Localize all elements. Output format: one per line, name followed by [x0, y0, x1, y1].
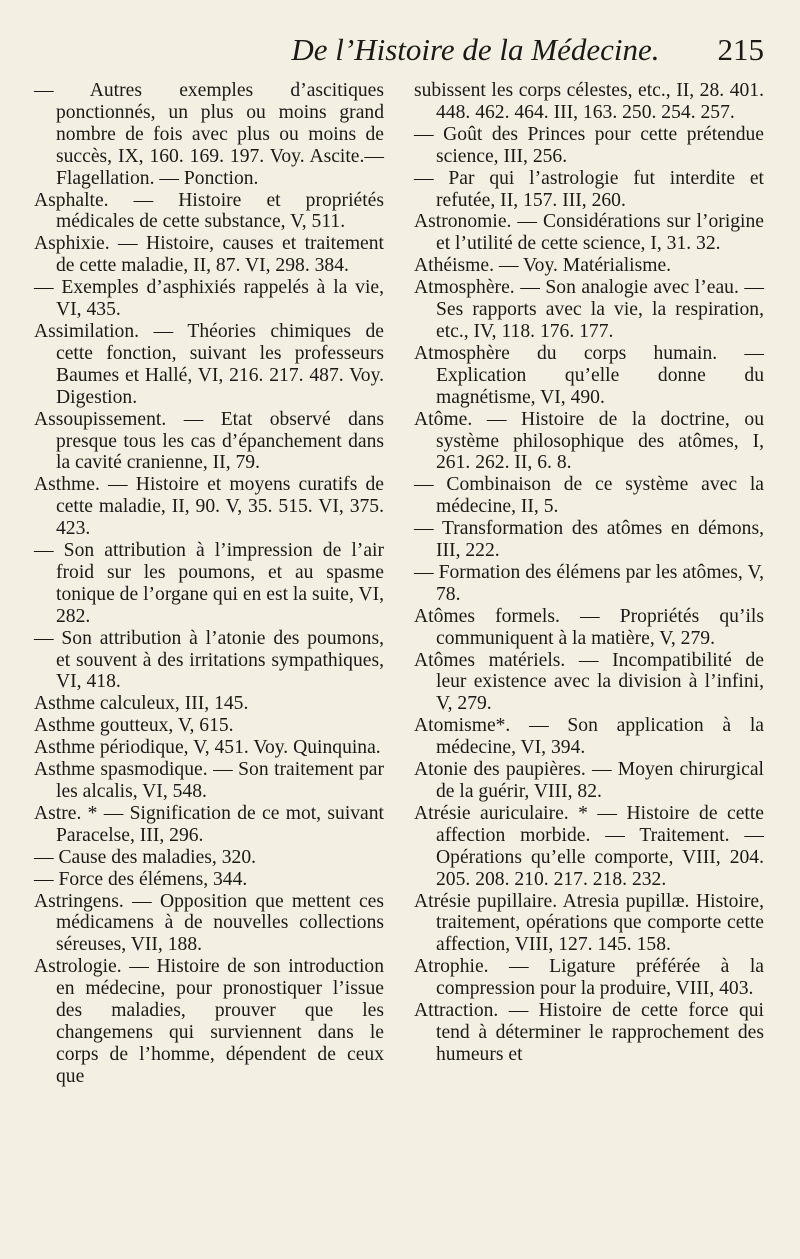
index-entry: — Force des élémens, 344. [34, 868, 248, 890]
index-entry: Asthme. — Histoire et moyens curatifs de cette maladie, II, 90. V, 35. 515. VI, 375. 423. [34, 474, 384, 540]
index-entry: Atmosphère du corps humain. — Explication qu’elle donne du magnétisme, VI, 490. [414, 342, 764, 408]
index-entry: — Formation des élémens par les atômes, V, 78. [414, 561, 764, 605]
index-entry: — Transformation des atômes en démons, III, 222. [414, 518, 764, 562]
index-entry: — Cause des maladies, 320. [34, 846, 257, 868]
index-entry: Atrophie. — Ligature préférée à la compression pour la produire, VIII, 403. [414, 956, 764, 1000]
index-entry: Asthme calculeux, III, 145. [34, 693, 249, 715]
page-number: 215 [717, 32, 764, 67]
index-columns [34, 80, 764, 1088]
index-entry: Astronomie. — Considérations sur l’origine et l’utilité de cette science, I, 31. 32. [414, 211, 764, 255]
index-entry: — Exemples d’asphixiés rappelés à la vie, VI, 435. [34, 277, 384, 321]
index-entry: Asphalte. — Histoire et propriétés médicales de cette substance, V, 511. [34, 189, 384, 233]
index-entry: Atonie des paupières. — Moyen chirurgical de la guérir, VIII, 82. [414, 759, 764, 802]
index-entry: Atomisme*. — Son application à la médecine, VI, 394. [414, 715, 764, 759]
index-entry: Asthme goutteux, V, 615. [34, 715, 234, 737]
index-entry: — Son attribution à l’impression de l’air froid sur les poumons, et au spasme tonique de l’organe qui en est la suite, VI, 282. [34, 540, 384, 627]
index-entry: Astre. * — Signification de ce mot, suivant Paracelse, III, 296. [34, 802, 384, 846]
index-entry: Asphixie. — Histoire, causes et traitement de cette maladie, II, 87. VI, 298. 384. [34, 233, 384, 277]
running-header [34, 32, 764, 72]
index-entry: Assimilation. — Théories chimiques de cette fonction, suivant les professeurs Baumes et Hallé, VI, 216. 217. 487. Voy. Digestion. [34, 320, 384, 408]
index-entry: Attraction. — Histoire de cette force qui tend à déterminer le rapprochement des humeurs et [414, 1000, 764, 1065]
index-entry: — Son attribution à l’atonie des poumons, et souvent à des irritations sympathiques, VI, 418. [34, 627, 384, 693]
index-entry: Atômes matériels. — Incompatibilité de leur existence avec la division à l’infini, V, 279. [414, 649, 764, 715]
index-entry: Asthme périodique, V, 451. Voy. Quinquina. [34, 737, 381, 759]
index-entry: Atômes formels. — Propriétés qu’ils communiquent à la matière, V, 279. [414, 605, 764, 649]
index-entry: — Par qui l’astrologie fut interdite et refutée, II, 157. III, 260. [414, 167, 764, 211]
index-entry: Asthme spasmodique. — Son traitement par les alcalis, VI, 548. [34, 759, 384, 802]
index-entry: — Combinaison de ce système avec la médecine, II, 5. [414, 474, 764, 518]
index-entry: Atmosphère. — Son analogie avec l’eau. — Ses rapports avec la vie, la respiration, etc., IV, 118. 176. 177. [414, 277, 764, 342]
index-entry: Astrologie. — Histoire de son introduction en médecine, pour pronostiquer l’issue des maladies, prouver que les changemens qui surviennent dans le corps de l’homme, dépendent de ceux que [34, 956, 384, 1087]
index-entry: — Goût des Princes pour cette prétendue science, III, 256. [414, 123, 764, 167]
page-title: De l’Histoire de la Médecine. [291, 32, 660, 67]
index-entry: Assoupissement. — Etat observé dans presque tous les cas d’épanchement dans la cavité cranienne, II, 79. [34, 408, 384, 474]
left-column [34, 80, 384, 1088]
index-entry: — Autres exemples d’ascitiques ponctionnés, un plus ou moins grand nombre de fois avec plus ou moins de succès, IX, 160. 169. 197. Voy. Ascite.—Flagellation. — Ponction. [34, 80, 384, 189]
right-column [414, 80, 764, 1088]
index-entry: Athéisme. — Voy. Matérialisme. [414, 255, 672, 277]
index-entry: subissent les corps célestes, etc., II, 28. 401. 448. 462. 464. III, 163. 250. 254. 257. [414, 80, 764, 123]
index-entry: Atôme. — Histoire de la doctrine, ou système philosophique des atômes, I, 261. 262. II, 6. 8. [414, 408, 764, 474]
index-entry: Atrésie pupillaire. Atresia pupillæ. Histoire, traitement, opérations que comporte cette affection, VIII, 127. 145. 158. [414, 890, 764, 956]
index-entry: Astringens. — Opposition que mettent ces médicamens à de nouvelles collections séreuses, VII, 188. [34, 890, 384, 956]
index-entry: Atrésie auriculaire. * — Histoire de cette affection morbide. — Traitement. — Opérations qu’elle comporte, VIII, 204. 205. 208. 210. 217. 218. 232. [414, 802, 764, 890]
